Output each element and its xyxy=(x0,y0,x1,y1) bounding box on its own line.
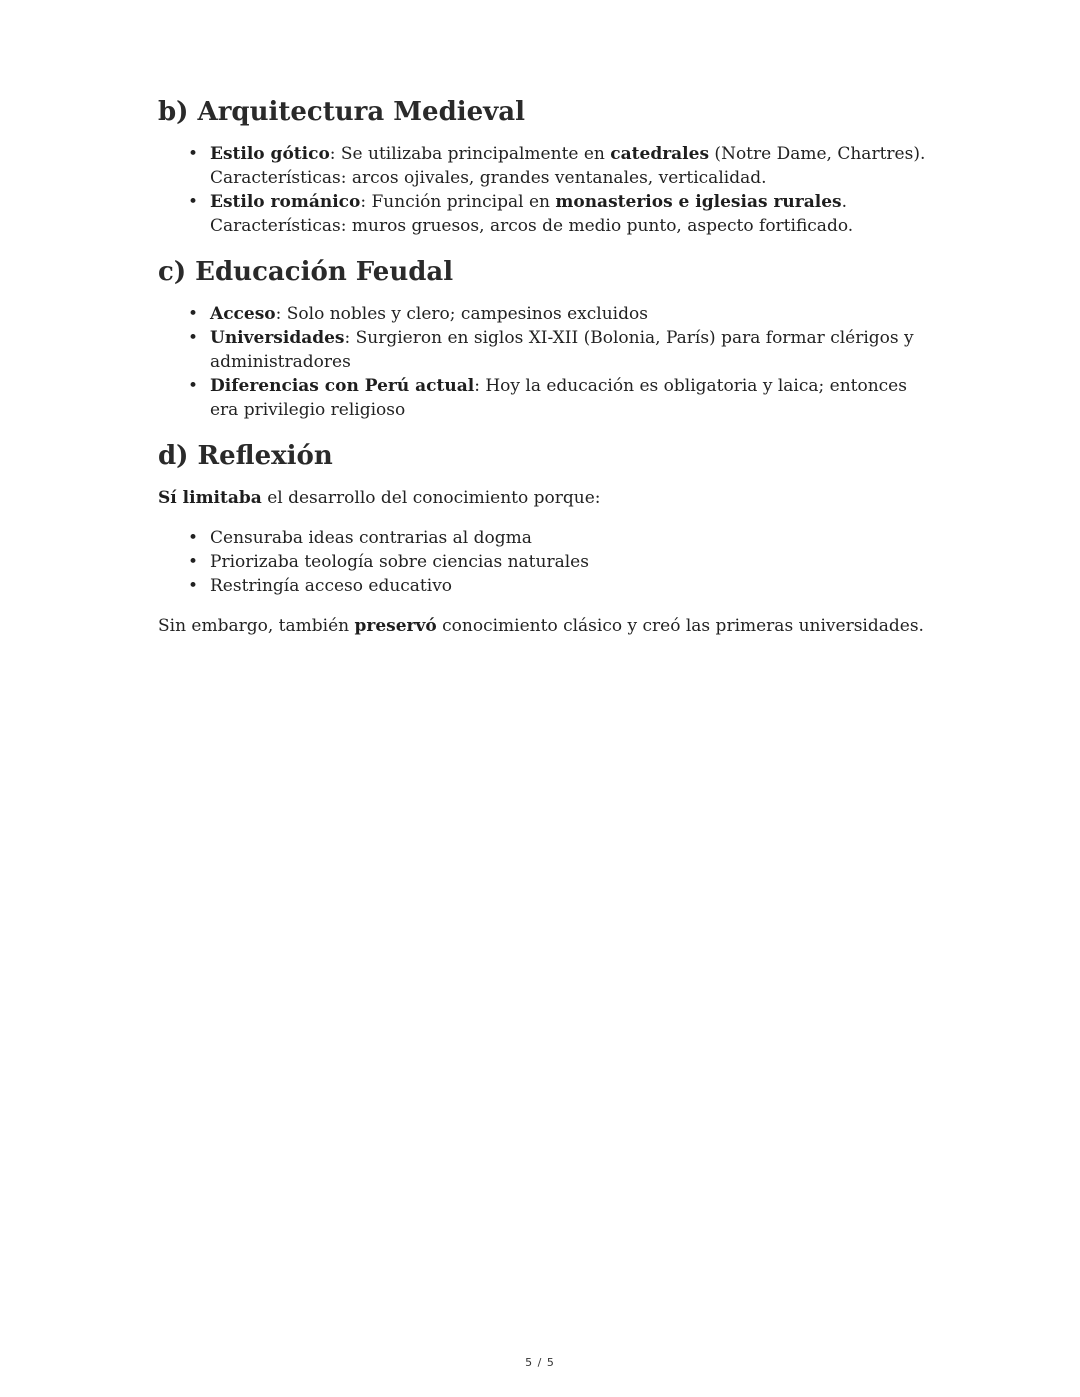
intro-text: el desarrollo del conocimiento porque: xyxy=(261,488,601,508)
closing-emphasis: preservó xyxy=(354,616,437,636)
item-text: Censuraba ideas contrarias al dogma xyxy=(210,528,532,548)
reflection-intro xyxy=(158,486,938,510)
bullet-icon: • xyxy=(188,192,199,212)
item-term: Diferencias con Perú actual xyxy=(210,376,475,396)
item-term: Estilo románico xyxy=(210,192,361,212)
bullet-icon: • xyxy=(188,552,199,572)
item-text: (Notre Dame, Chartres). Características: arcos ojivales, grandes ventanales, verticalidad. xyxy=(210,144,926,188)
item-text: Priorizaba teología sobre ciencias naturales xyxy=(210,552,589,572)
bullet-icon: • xyxy=(188,304,199,324)
item-term: Universidades xyxy=(210,328,345,348)
item-term: Acceso xyxy=(210,304,276,324)
item-emphasis: monasterios e iglesias rurales xyxy=(555,192,842,212)
item-text: : Función principal en xyxy=(360,192,556,212)
section-heading-reflection: d) Reflexión xyxy=(158,441,333,471)
page-content xyxy=(158,92,938,638)
page-number: 5 / 5 xyxy=(525,1356,555,1369)
item-text: . Características: muros gruesos, arcos de medio punto, aspecto fortificado. xyxy=(210,192,854,236)
closing-text: conocimiento clásico y creó las primeras universidades. xyxy=(436,616,924,636)
intro-emphasis: Sí limitaba xyxy=(158,488,262,508)
item-emphasis: catedrales xyxy=(610,144,710,164)
list-item xyxy=(188,190,938,238)
bullet-icon: • xyxy=(188,328,199,348)
list-item xyxy=(188,526,938,550)
section-heading-education: c) Educación Feudal xyxy=(158,257,454,287)
item-term: Estilo gótico xyxy=(210,144,330,164)
list-item xyxy=(188,374,938,422)
list-item xyxy=(188,326,938,374)
list-item xyxy=(188,302,938,326)
item-text: : Surgieron en siglos XI-XII (Bolonia, París) para formar clérigos y administradores xyxy=(210,328,914,372)
reflection-closing xyxy=(158,614,938,638)
list-item xyxy=(188,550,938,574)
item-text: : Hoy la educación es obligatoria y laica; entonces era privilegio religioso xyxy=(210,376,907,420)
list-item xyxy=(188,574,938,598)
architecture-list xyxy=(158,142,938,238)
bullet-icon: • xyxy=(188,576,199,596)
education-list xyxy=(158,302,938,422)
list-item xyxy=(188,142,938,190)
item-text: : Se utilizaba principalmente en xyxy=(329,144,611,164)
item-text: Restringía acceso educativo xyxy=(210,576,453,596)
bullet-icon: • xyxy=(188,144,199,164)
closing-text: Sin embargo, también xyxy=(158,616,355,636)
bullet-icon: • xyxy=(188,528,199,548)
reflection-list xyxy=(158,526,938,598)
item-text: : Solo nobles y clero; campesinos excluidos xyxy=(275,304,648,324)
bullet-icon: • xyxy=(188,376,199,396)
section-heading-architecture: b) Arquitectura Medieval xyxy=(158,97,526,127)
